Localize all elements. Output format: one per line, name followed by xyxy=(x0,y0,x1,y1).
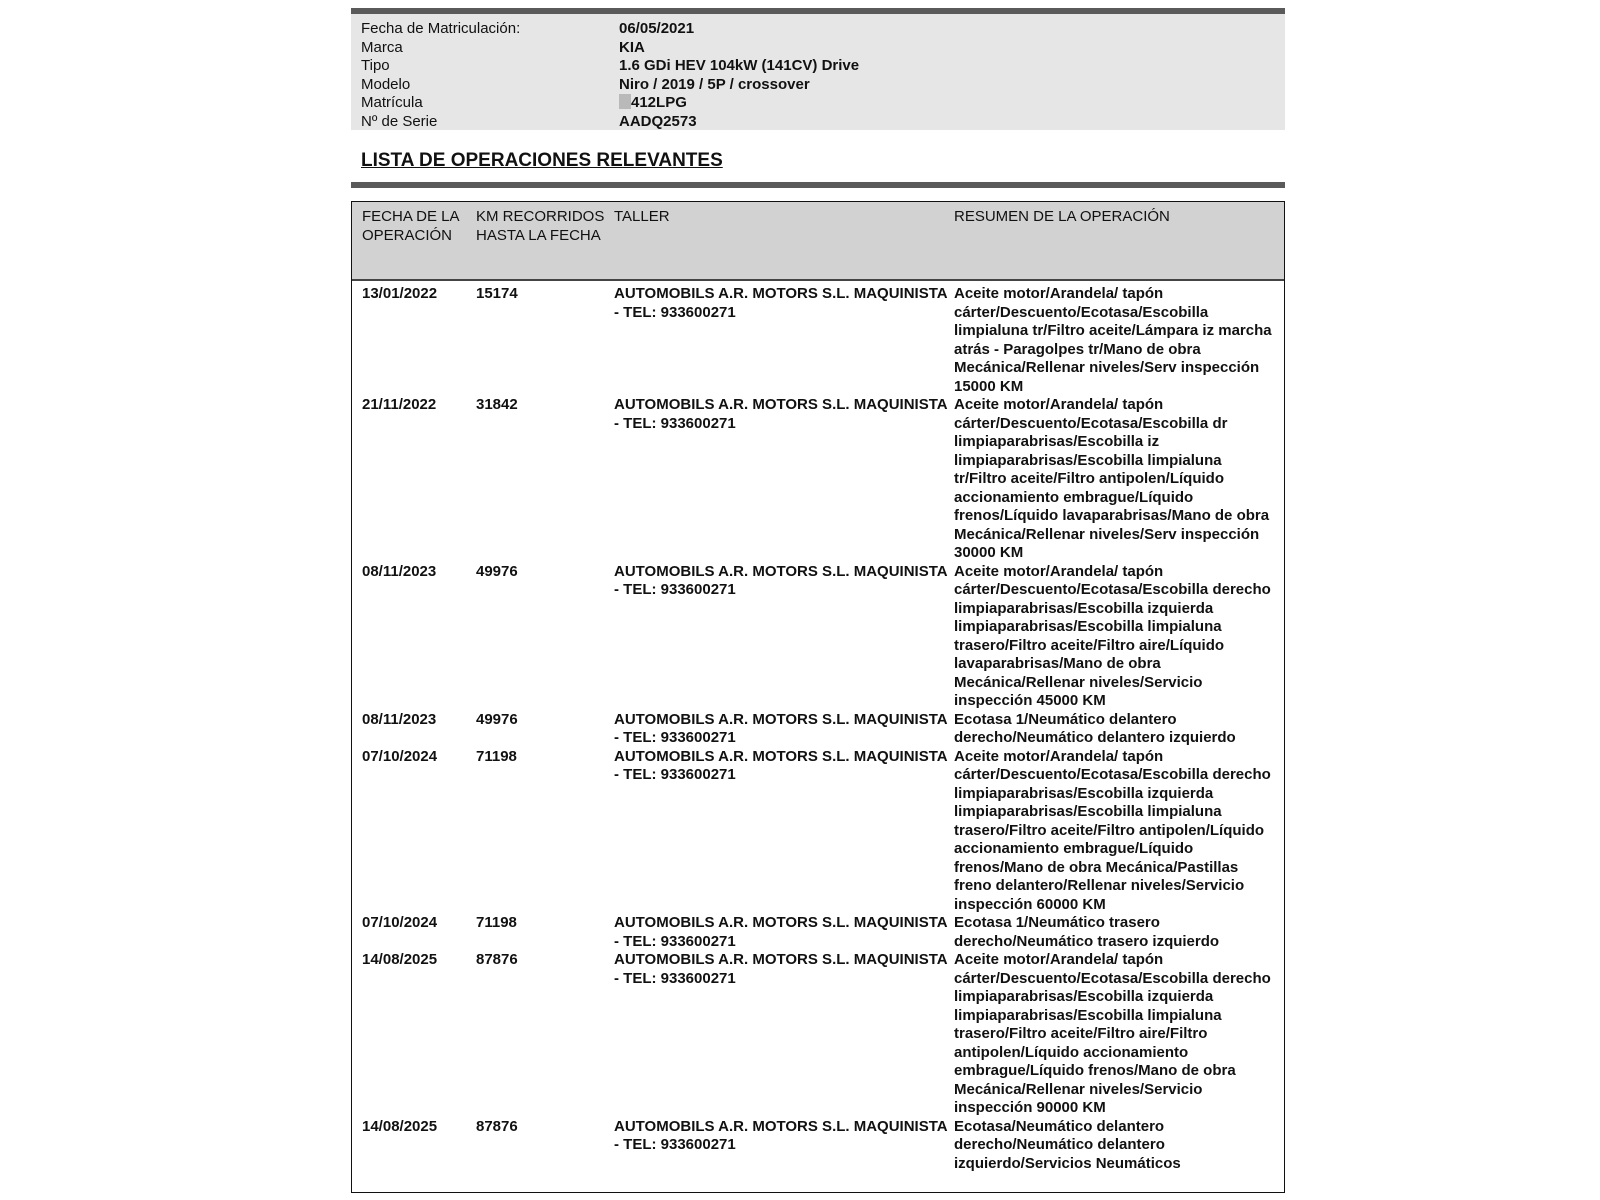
cell-km: 71198 xyxy=(476,747,517,765)
header-date: FECHA DE LA OPERACIÓN xyxy=(362,208,459,244)
field-value: 06/05/2021 xyxy=(619,20,695,37)
table-row xyxy=(352,563,1284,711)
cell-date: 14/08/2025 xyxy=(362,951,438,968)
header-km: KM RECORRIDOS HASTA LA FECHA xyxy=(476,208,605,244)
cell-date: 07/10/2024 xyxy=(362,914,438,931)
cell-date: 13/01/2022 xyxy=(362,285,438,302)
cell-km: 49976 xyxy=(476,710,518,728)
table-row xyxy=(352,951,1284,1118)
vehicle-field-serial xyxy=(361,113,1275,132)
cell-workshop: AUTOMOBILS A.R. MOTORS S.L. MAQUINISTA - TEL: 933600271 xyxy=(614,914,948,950)
cell-summary: Aceite motor/Arandela/ tapón cárter/Descuento/Ecotasa/Escobilla derecho limpiaparabrisas/Escobilla izquierda limpiaparabrisas/Escobilla limpialuna trasero/Filtro aceite/Filtro aire/Filtro antipolen/Líquido accionamiento embrague/Líquido frenos/Mano de obra Mecánica/Rellenar niveles/Servicio inspección 90000 KM xyxy=(954,951,1271,1116)
cell-workshop: AUTOMOBILS A.R. MOTORS S.L. MAQUINISTA - TEL: 933600271 xyxy=(614,285,948,321)
vehicle-info-panel xyxy=(351,8,1285,130)
cell-summary: Ecotasa 1/Neumático trasero derecho/Neumático trasero izquierdo xyxy=(954,914,1220,950)
field-value-plate xyxy=(619,94,687,113)
cell-km: 71198 xyxy=(476,914,517,931)
redaction-mask xyxy=(619,94,631,109)
table-row xyxy=(352,1118,1284,1174)
cell-summary: Ecotasa 1/Neumático delantero derecho/Neumático delantero izquierdo xyxy=(954,710,1236,746)
field-label: Matrícula xyxy=(361,94,423,111)
cell-summary: Aceite motor/Arandela/ tapón cárter/Descuento/Ecotasa/Escobilla limpialuna tr/Filtro aceite/Lámpara iz marcha atrás - Paragolpes tr/Mano de obra Mecánica/Rellenar niveles/Serv inspección 15000 KM xyxy=(954,285,1272,395)
cell-workshop: AUTOMOBILS A.R. MOTORS S.L. MAQUINISTA - TEL: 933600271 xyxy=(614,951,948,987)
vehicle-field-plate xyxy=(361,94,1275,113)
table-row xyxy=(352,748,1284,915)
table-row xyxy=(352,396,1284,563)
table-row xyxy=(352,285,1284,396)
field-label: Modelo xyxy=(361,75,411,93)
cell-km: 87876 xyxy=(476,1117,518,1135)
field-value: Niro / 2019 / 5P / crossover xyxy=(619,75,810,93)
field-label: Tipo xyxy=(361,57,390,74)
vehicle-field-registration-date xyxy=(361,20,1275,39)
table-body xyxy=(352,281,1284,1173)
cell-km: 15174 xyxy=(476,285,518,302)
vehicle-field-model xyxy=(361,76,1275,95)
cell-summary: Aceite motor/Arandela/ tapón cárter/Descuento/Ecotasa/Escobilla derecho limpiaparabrisas/Escobilla izquierda limpiaparabrisas/Escobilla limpialuna trasero/Filtro aceite/Filtro aire/Líquido lavaparabrisas/Mano de obra Mecánica/Rellenar niveles/Servicio inspección 45000 KM xyxy=(954,562,1271,709)
field-value: AADQ2573 xyxy=(619,112,697,130)
cell-date: 14/08/2025 xyxy=(362,1117,438,1135)
cell-workshop: AUTOMOBILS A.R. MOTORS S.L. MAQUINISTA - TEL: 933600271 xyxy=(614,747,948,783)
header-workshop: TALLER xyxy=(614,208,670,225)
operations-table xyxy=(351,201,1285,1193)
cell-date: 08/11/2023 xyxy=(362,562,437,580)
cell-summary: Aceite motor/Arandela/ tapón cárter/Descuento/Ecotasa/Escobilla derecho limpiaparabrisas/Escobilla izquierda limpiaparabrisas/Escobilla limpialuna trasero/Filtro aceite/Filtro antipolen/Líquido accionamiento embrague/Líquido frenos/Mano de obra Mecánica/Pastillas freno delantero/Rellenar niveles/Servicio inspección 60000 KM xyxy=(954,747,1271,913)
cell-date: 21/11/2022 xyxy=(362,396,437,413)
cell-summary: Aceite motor/Arandela/ tapón cárter/Descuento/Ecotasa/Escobilla dr limpiaparabrisas/Escobilla iz limpiaparabrisas/Escobilla limpialuna tr/Filtro aceite/Filtro antipolen/Líquido accionamiento embrague/Líquido frenos/Líquido lavaparabrisas/Mano de obra Mecánica/Rellenar niveles/Serv inspección 30000 KM xyxy=(954,396,1270,561)
cell-date: 07/10/2024 xyxy=(362,747,438,765)
field-label: Fecha de Matriculación: xyxy=(361,20,521,37)
plate-text: 412LPG xyxy=(631,94,687,111)
table-row xyxy=(352,711,1284,748)
cell-km: 49976 xyxy=(476,562,518,580)
table-header-row xyxy=(352,202,1284,281)
cell-date: 08/11/2023 xyxy=(362,710,437,728)
cell-workshop: AUTOMOBILS A.R. MOTORS S.L. MAQUINISTA - TEL: 933600271 xyxy=(614,562,948,598)
section-divider xyxy=(351,182,1285,188)
section-title: LISTA DE OPERACIONES RELEVANTES xyxy=(361,150,723,171)
field-label: Nº de Serie xyxy=(361,112,438,130)
cell-km: 31842 xyxy=(476,396,518,413)
cell-summary: Ecotasa/Neumático delantero derecho/Neumático delantero izquierdo/Servicios Neumáticos xyxy=(954,1117,1181,1172)
field-label: Marca xyxy=(361,38,403,56)
cell-workshop: AUTOMOBILS A.R. MOTORS S.L. MAQUINISTA - TEL: 933600271 xyxy=(614,396,948,432)
field-value: KIA xyxy=(619,38,645,56)
vehicle-field-brand xyxy=(361,39,1275,58)
vehicle-field-type xyxy=(361,57,1275,76)
table-row xyxy=(352,914,1284,951)
cell-workshop: AUTOMOBILS A.R. MOTORS S.L. MAQUINISTA - TEL: 933600271 xyxy=(614,1117,948,1153)
cell-km: 87876 xyxy=(476,951,518,968)
cell-workshop: AUTOMOBILS A.R. MOTORS S.L. MAQUINISTA - TEL: 933600271 xyxy=(614,710,948,746)
header-summary: RESUMEN DE LA OPERACIÓN xyxy=(954,208,1170,225)
document-page xyxy=(351,8,1285,1193)
field-value: 1.6 GDi HEV 104kW (141CV) Drive xyxy=(619,57,860,74)
